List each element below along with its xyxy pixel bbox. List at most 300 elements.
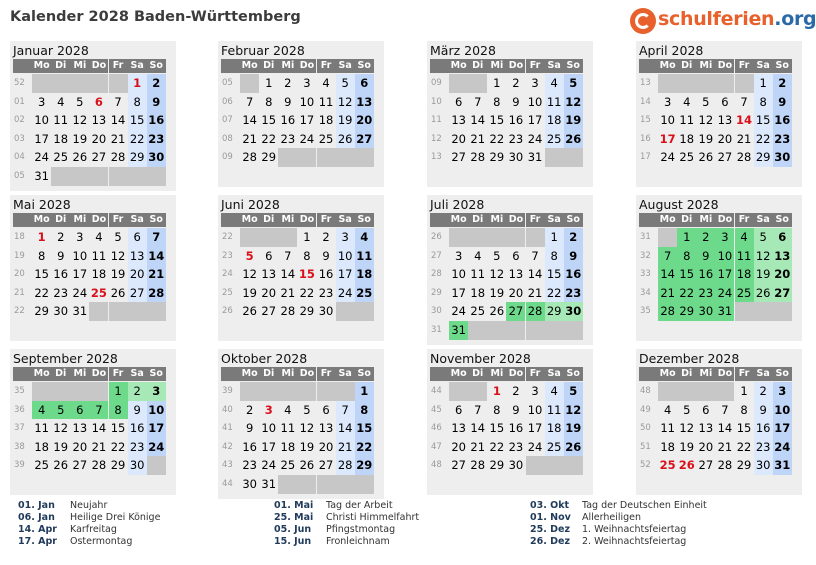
day-cell[interactable]: 24 <box>147 438 166 457</box>
day-cell[interactable]: 26 <box>242 304 257 319</box>
day-cell[interactable]: 16 <box>696 265 715 284</box>
day-cell[interactable]: 15 <box>355 419 374 438</box>
day-cell[interactable]: 30 <box>754 456 773 475</box>
day-cell[interactable]: 14 <box>280 267 296 282</box>
day-cell[interactable]: 25 <box>53 150 69 165</box>
day-cell[interactable]: 19 <box>242 285 257 300</box>
day-cell[interactable]: 3 <box>773 382 792 401</box>
day-cell[interactable]: 28 <box>717 458 733 473</box>
day-cell[interactable]: 18 <box>318 113 334 128</box>
day-cell[interactable]: 13 <box>128 247 147 266</box>
day-cell[interactable]: 15 <box>34 267 49 282</box>
day-cell[interactable]: 8 <box>493 402 501 417</box>
day-cell[interactable]: 24 <box>336 284 355 303</box>
day-cell[interactable]: 12 <box>698 113 714 128</box>
day-cell[interactable]: 8 <box>303 248 311 263</box>
day-cell[interactable]: 26 <box>698 150 714 165</box>
day-cell[interactable]: 12 <box>489 267 505 282</box>
day-cell[interactable]: 11 <box>735 247 754 266</box>
day-cell[interactable]: 28 <box>470 458 486 473</box>
day-cell[interactable]: 4 <box>284 402 292 417</box>
day-cell[interactable]: 29 <box>34 304 49 319</box>
day-cell[interactable]: 9 <box>512 94 520 109</box>
day-cell[interactable]: 29 <box>299 304 315 319</box>
day-cell[interactable]: 29 <box>754 148 773 167</box>
day-cell[interactable]: 23 <box>147 130 166 149</box>
day-cell[interactable]: 20 <box>261 285 277 300</box>
day-cell[interactable]: 30 <box>53 304 69 319</box>
day-cell[interactable]: 10 <box>34 113 49 128</box>
day-cell[interactable]: 14 <box>736 113 753 128</box>
day-cell[interactable]: 4 <box>57 94 65 109</box>
day-cell[interactable]: 8 <box>493 94 501 109</box>
day-cell[interactable]: 13 <box>91 113 107 128</box>
day-cell[interactable]: 26 <box>754 284 773 303</box>
day-cell[interactable]: 5 <box>336 74 355 93</box>
day-cell[interactable]: 17 <box>147 419 166 438</box>
day-cell[interactable]: 17 <box>715 265 734 284</box>
day-cell[interactable]: 28 <box>526 302 545 321</box>
day-cell[interactable]: 16 <box>508 113 524 128</box>
day-cell[interactable]: 16 <box>773 111 792 130</box>
day-cell[interactable]: 31 <box>72 304 88 319</box>
day-cell[interactable]: 4 <box>32 401 51 420</box>
day-cell[interactable]: 12 <box>336 93 355 112</box>
day-cell[interactable]: 15 <box>489 421 505 436</box>
day-cell[interactable]: 27 <box>91 150 107 165</box>
day-cell[interactable]: 29 <box>110 458 126 473</box>
day-cell[interactable]: 10 <box>147 401 166 420</box>
day-cell[interactable]: 3 <box>76 230 84 244</box>
day-cell[interactable]: 10 <box>527 402 543 417</box>
day-cell[interactable]: 15 <box>298 267 315 282</box>
day-cell[interactable]: 2 <box>147 74 166 93</box>
day-cell[interactable]: 17 <box>34 131 49 146</box>
day-cell[interactable]: 12 <box>242 267 257 282</box>
day-cell[interactable]: 20 <box>355 111 374 130</box>
day-cell[interactable]: 6 <box>702 402 710 417</box>
day-cell[interactable]: 12 <box>679 421 695 436</box>
day-cell[interactable]: 11 <box>34 421 49 436</box>
day-cell[interactable]: 15 <box>128 111 147 130</box>
day-cell[interactable]: 5 <box>303 402 311 417</box>
day-cell[interactable]: 27 <box>261 304 277 319</box>
day-cell[interactable]: 23 <box>564 284 583 303</box>
day-cell[interactable]: 6 <box>773 228 792 247</box>
day-cell[interactable]: 20 <box>773 265 792 284</box>
day-cell[interactable]: 19 <box>564 419 583 438</box>
day-cell[interactable]: 22 <box>545 284 564 303</box>
day-cell[interactable]: 9 <box>564 247 583 266</box>
day-cell[interactable]: 24 <box>527 439 543 454</box>
day-cell[interactable]: 6 <box>70 401 89 420</box>
day-cell[interactable]: 8 <box>754 93 773 112</box>
day-cell[interactable]: 22 <box>299 285 315 300</box>
day-cell[interactable]: 7 <box>147 228 166 247</box>
day-cell[interactable]: 1 <box>493 76 501 90</box>
day-cell[interactable]: 13 <box>451 113 466 128</box>
day-cell[interactable]: 30 <box>773 148 792 167</box>
day-cell[interactable]: 22 <box>677 284 696 303</box>
day-cell[interactable]: 18 <box>280 439 296 454</box>
day-cell[interactable]: 28 <box>736 150 752 165</box>
day-cell[interactable]: 24 <box>715 284 734 303</box>
day-cell[interactable]: 24 <box>299 131 315 146</box>
day-cell[interactable]: 22 <box>355 438 374 457</box>
day-cell[interactable]: 31 <box>34 169 49 183</box>
day-cell[interactable]: 18 <box>545 419 564 438</box>
day-cell[interactable]: 6 <box>454 402 463 417</box>
day-cell[interactable]: 18 <box>91 267 107 282</box>
day-cell[interactable]: 22 <box>261 131 277 146</box>
day-cell[interactable]: 12 <box>564 401 583 420</box>
day-cell[interactable]: 23 <box>754 438 773 457</box>
day-cell[interactable]: 2 <box>564 228 583 247</box>
day-cell[interactable]: 6 <box>322 402 330 417</box>
day-cell[interactable]: 5 <box>493 248 501 263</box>
day-cell[interactable]: 17 <box>299 113 315 128</box>
day-cell[interactable]: 24 <box>773 438 792 457</box>
day-cell[interactable]: 20 <box>91 131 107 146</box>
day-cell[interactable]: 29 <box>261 150 277 165</box>
day-cell[interactable]: 12 <box>564 93 583 112</box>
day-cell[interactable]: 22 <box>489 439 505 454</box>
day-cell[interactable]: 23 <box>773 130 792 149</box>
day-cell[interactable]: 15 <box>545 265 564 284</box>
day-cell[interactable]: 21 <box>242 131 257 146</box>
day-cell[interactable]: 17 <box>261 439 277 454</box>
day-cell[interactable]: 17 <box>527 421 543 436</box>
day-cell[interactable]: 14 <box>527 267 543 282</box>
day-cell[interactable]: 26 <box>336 130 355 149</box>
day-cell[interactable]: 15 <box>677 265 696 284</box>
day-cell[interactable]: 5 <box>76 94 84 109</box>
day-cell[interactable]: 24 <box>660 150 675 165</box>
day-cell[interactable]: 7 <box>89 401 108 420</box>
day-cell[interactable]: 10 <box>773 401 792 420</box>
day-cell[interactable]: 14 <box>91 421 107 436</box>
day-cell[interactable]: 26 <box>678 458 695 473</box>
day-cell[interactable]: 25 <box>735 284 754 303</box>
day-cell[interactable]: 16 <box>242 439 257 454</box>
day-cell[interactable]: 20 <box>717 131 733 146</box>
day-cell[interactable]: 6 <box>721 94 729 109</box>
day-cell[interactable]: 4 <box>322 76 330 90</box>
day-cell[interactable]: 23 <box>508 439 524 454</box>
day-cell[interactable]: 15 <box>736 421 752 436</box>
day-cell[interactable]: 11 <box>470 267 486 282</box>
day-cell[interactable]: 5 <box>564 74 583 93</box>
day-cell[interactable]: 23 <box>242 458 257 473</box>
day-cell[interactable]: 16 <box>754 419 773 438</box>
day-cell[interactable]: 26 <box>564 130 583 149</box>
day-cell[interactable]: 5 <box>245 248 254 263</box>
day-cell[interactable]: 25 <box>355 284 374 303</box>
day-cell[interactable]: 8 <box>355 401 374 420</box>
day-cell[interactable]: 27 <box>717 150 733 165</box>
day-cell[interactable]: 5 <box>702 94 710 109</box>
day-cell[interactable]: 15 <box>754 111 773 130</box>
day-cell[interactable]: 15 <box>110 421 126 436</box>
day-cell[interactable]: 10 <box>336 247 355 266</box>
day-cell[interactable]: 23 <box>318 285 334 300</box>
day-cell[interactable]: 25 <box>34 458 49 473</box>
day-cell[interactable]: 4 <box>683 94 691 109</box>
day-cell[interactable]: 26 <box>489 304 505 319</box>
day-cell[interactable]: 17 <box>773 419 792 438</box>
day-cell[interactable]: 29 <box>677 302 696 321</box>
day-cell[interactable]: 11 <box>355 247 374 266</box>
day-cell[interactable]: 27 <box>506 302 525 321</box>
day-cell[interactable]: 13 <box>261 267 277 282</box>
day-cell[interactable]: 4 <box>95 230 103 244</box>
day-cell[interactable]: 2 <box>754 382 773 401</box>
day-cell[interactable]: 29 <box>736 458 752 473</box>
day-cell[interactable]: 29 <box>489 458 505 473</box>
day-cell[interactable]: 26 <box>564 438 583 457</box>
day-cell[interactable]: 14 <box>717 421 733 436</box>
day-cell[interactable]: 2 <box>245 402 254 417</box>
day-cell[interactable]: 3 <box>454 248 463 263</box>
day-cell[interactable]: 3 <box>663 94 672 109</box>
day-cell[interactable]: 17 <box>72 267 88 282</box>
day-cell[interactable]: 13 <box>451 421 466 436</box>
day-cell[interactable]: 1 <box>265 76 273 90</box>
day-cell[interactable]: 26 <box>299 458 315 473</box>
day-cell[interactable]: 9 <box>322 248 330 263</box>
day-cell[interactable]: 4 <box>355 228 374 247</box>
day-cell[interactable]: 18 <box>355 265 374 284</box>
day-cell[interactable]: 29 <box>128 148 147 167</box>
day-cell[interactable]: 1 <box>492 384 501 398</box>
day-cell[interactable]: 8 <box>265 94 273 109</box>
day-cell[interactable]: 30 <box>508 458 524 473</box>
day-cell[interactable]: 19 <box>299 439 315 454</box>
day-cell[interactable]: 9 <box>773 93 792 112</box>
day-cell[interactable]: 1 <box>109 382 128 401</box>
day-cell[interactable]: 7 <box>474 94 482 109</box>
day-cell[interactable]: 3 <box>303 76 311 90</box>
day-cell[interactable]: 18 <box>735 265 754 284</box>
day-cell[interactable]: 5 <box>564 382 583 401</box>
day-cell[interactable]: 27 <box>355 130 374 149</box>
day-cell[interactable]: 13 <box>508 267 524 282</box>
day-cell[interactable]: 25 <box>318 131 334 146</box>
day-cell[interactable]: 2 <box>773 74 792 93</box>
day-cell[interactable]: 17 <box>336 265 355 284</box>
day-cell[interactable]: 25 <box>280 458 296 473</box>
day-cell[interactable]: 9 <box>754 401 773 420</box>
day-cell[interactable]: 2 <box>512 76 520 90</box>
day-cell[interactable]: 14 <box>658 265 677 284</box>
day-cell[interactable]: 14 <box>242 113 257 128</box>
day-cell[interactable]: 10 <box>527 94 543 109</box>
day-cell[interactable]: 8 <box>37 248 46 263</box>
day-cell[interactable]: 29 <box>489 150 505 165</box>
day-cell[interactable]: 7 <box>658 247 677 266</box>
day-cell[interactable]: 22 <box>736 439 752 454</box>
day-cell[interactable]: 6 <box>355 74 374 93</box>
day-cell[interactable]: 19 <box>698 131 714 146</box>
day-cell[interactable]: 19 <box>336 111 355 130</box>
day-cell[interactable]: 30 <box>242 477 257 491</box>
day-cell[interactable]: 23 <box>280 131 296 146</box>
day-cell[interactable]: 25 <box>90 285 107 300</box>
day-cell[interactable]: 13 <box>318 421 334 436</box>
day-cell[interactable]: 2 <box>696 228 715 247</box>
day-cell[interactable]: 11 <box>545 93 564 112</box>
day-cell[interactable]: 31 <box>449 321 468 340</box>
day-cell[interactable]: 24 <box>527 131 543 146</box>
day-cell[interactable]: 24 <box>261 458 277 473</box>
day-cell[interactable]: 10 <box>299 94 315 109</box>
day-cell[interactable]: 1 <box>355 382 374 401</box>
day-cell[interactable]: 21 <box>527 285 543 300</box>
day-cell[interactable]: 28 <box>91 458 107 473</box>
day-cell[interactable]: 12 <box>754 247 773 266</box>
day-cell[interactable]: 16 <box>280 113 296 128</box>
day-cell[interactable]: 22 <box>754 130 773 149</box>
day-cell[interactable]: 4 <box>735 228 754 247</box>
day-cell[interactable]: 22 <box>110 439 126 454</box>
day-cell[interactable]: 18 <box>679 131 695 146</box>
day-cell[interactable]: 30 <box>128 456 147 475</box>
day-cell[interactable]: 11 <box>679 113 695 128</box>
day-cell[interactable]: 20 <box>698 439 714 454</box>
day-cell[interactable]: 19 <box>53 439 69 454</box>
day-cell[interactable]: 20 <box>128 265 147 284</box>
day-cell[interactable]: 30 <box>564 302 583 321</box>
day-cell[interactable]: 15 <box>489 113 505 128</box>
day-cell[interactable]: 24 <box>34 150 49 165</box>
day-cell[interactable]: 17 <box>451 285 466 300</box>
day-cell[interactable]: 31 <box>715 302 734 321</box>
day-cell[interactable]: 27 <box>773 284 792 303</box>
day-cell[interactable]: 11 <box>53 113 69 128</box>
day-cell[interactable]: 28 <box>280 304 296 319</box>
day-cell[interactable]: 21 <box>717 439 733 454</box>
day-cell[interactable]: 3 <box>147 382 166 401</box>
day-cell[interactable]: 9 <box>128 401 147 420</box>
day-cell[interactable]: 23 <box>696 284 715 303</box>
day-cell[interactable]: 16 <box>53 267 69 282</box>
day-cell[interactable]: 4 <box>663 402 672 417</box>
day-cell[interactable]: 10 <box>715 247 734 266</box>
day-cell[interactable]: 21 <box>280 285 296 300</box>
day-cell[interactable]: 4 <box>545 74 564 93</box>
day-cell[interactable]: 18 <box>470 285 486 300</box>
day-cell[interactable]: 15 <box>261 113 277 128</box>
day-cell[interactable]: 16 <box>147 111 166 130</box>
day-cell[interactable]: 3 <box>531 76 539 90</box>
day-cell[interactable]: 8 <box>677 247 696 266</box>
day-cell[interactable]: 31 <box>527 150 543 165</box>
day-cell[interactable]: 21 <box>470 439 486 454</box>
day-cell[interactable]: 6 <box>128 228 147 247</box>
day-cell[interactable]: 19 <box>110 267 126 282</box>
day-cell[interactable]: 26 <box>110 285 126 300</box>
day-cell[interactable]: 19 <box>754 265 773 284</box>
day-cell[interactable]: 9 <box>284 94 292 109</box>
day-cell[interactable]: 12 <box>53 421 69 436</box>
day-cell[interactable]: 25 <box>659 458 676 473</box>
day-cell[interactable]: 25 <box>470 304 486 319</box>
day-cell[interactable]: 18 <box>660 439 675 454</box>
day-cell[interactable]: 8 <box>109 401 128 420</box>
day-cell[interactable]: 20 <box>318 439 334 454</box>
day-cell[interactable]: 28 <box>658 302 677 321</box>
day-cell[interactable]: 21 <box>470 131 486 146</box>
schulferien-logo[interactable] <box>630 6 816 36</box>
day-cell[interactable]: 10 <box>451 267 466 282</box>
day-cell[interactable]: 7 <box>336 401 355 420</box>
day-cell[interactable]: 1 <box>303 230 311 244</box>
day-cell[interactable]: 4 <box>474 248 482 263</box>
day-cell[interactable]: 8 <box>128 93 147 112</box>
day-cell[interactable]: 31 <box>773 456 792 475</box>
day-cell[interactable]: 1 <box>677 228 696 247</box>
day-cell[interactable]: 29 <box>545 302 564 321</box>
day-cell[interactable]: 10 <box>72 248 88 263</box>
day-cell[interactable]: 5 <box>683 402 691 417</box>
day-cell[interactable]: 2 <box>128 382 147 401</box>
day-cell[interactable]: 9 <box>696 247 715 266</box>
day-cell[interactable]: 14 <box>110 113 126 128</box>
day-cell[interactable]: 11 <box>545 401 564 420</box>
day-cell[interactable]: 11 <box>280 421 296 436</box>
day-cell[interactable]: 14 <box>147 247 166 266</box>
day-cell[interactable]: 30 <box>318 304 334 319</box>
day-cell[interactable]: 16 <box>508 421 524 436</box>
day-cell[interactable]: 6 <box>512 248 520 263</box>
day-cell[interactable]: 18 <box>53 131 69 146</box>
day-cell[interactable]: 5 <box>114 230 122 244</box>
day-cell[interactable]: 24 <box>451 304 466 319</box>
day-cell[interactable]: 27 <box>318 458 334 473</box>
day-cell[interactable]: 9 <box>57 248 65 263</box>
day-cell[interactable]: 7 <box>245 94 254 109</box>
day-cell[interactable]: 25 <box>679 150 695 165</box>
day-cell[interactable]: 22 <box>34 285 49 300</box>
day-cell[interactable]: 8 <box>545 247 564 266</box>
day-cell[interactable]: 30 <box>147 148 166 167</box>
day-cell[interactable]: 23 <box>508 131 524 146</box>
day-cell[interactable]: 1 <box>128 74 147 93</box>
day-cell[interactable]: 13 <box>698 421 714 436</box>
day-cell[interactable]: 13 <box>355 93 374 112</box>
day-cell[interactable]: 28 <box>147 284 166 303</box>
day-cell[interactable]: 20 <box>451 131 466 146</box>
day-cell[interactable]: 6 <box>265 248 273 263</box>
day-cell[interactable]: 7 <box>114 94 122 109</box>
day-cell[interactable]: 3 <box>531 384 539 398</box>
day-cell[interactable]: 5 <box>754 228 773 247</box>
day-cell[interactable]: 24 <box>72 285 88 300</box>
day-cell[interactable]: 10 <box>261 421 277 436</box>
day-cell[interactable]: 3 <box>264 402 273 417</box>
day-cell[interactable]: 16 <box>128 419 147 438</box>
day-cell[interactable]: 14 <box>470 113 486 128</box>
day-cell[interactable]: 28 <box>336 456 355 475</box>
day-cell[interactable]: 17 <box>659 131 676 146</box>
day-cell[interactable]: 29 <box>355 456 374 475</box>
day-cell[interactable]: 14 <box>470 421 486 436</box>
day-cell[interactable]: 2 <box>512 384 520 398</box>
day-cell[interactable]: 1 <box>37 230 46 244</box>
day-cell[interactable]: 19 <box>72 131 88 146</box>
day-cell[interactable]: 16 <box>318 267 334 282</box>
day-cell[interactable]: 12 <box>299 421 315 436</box>
